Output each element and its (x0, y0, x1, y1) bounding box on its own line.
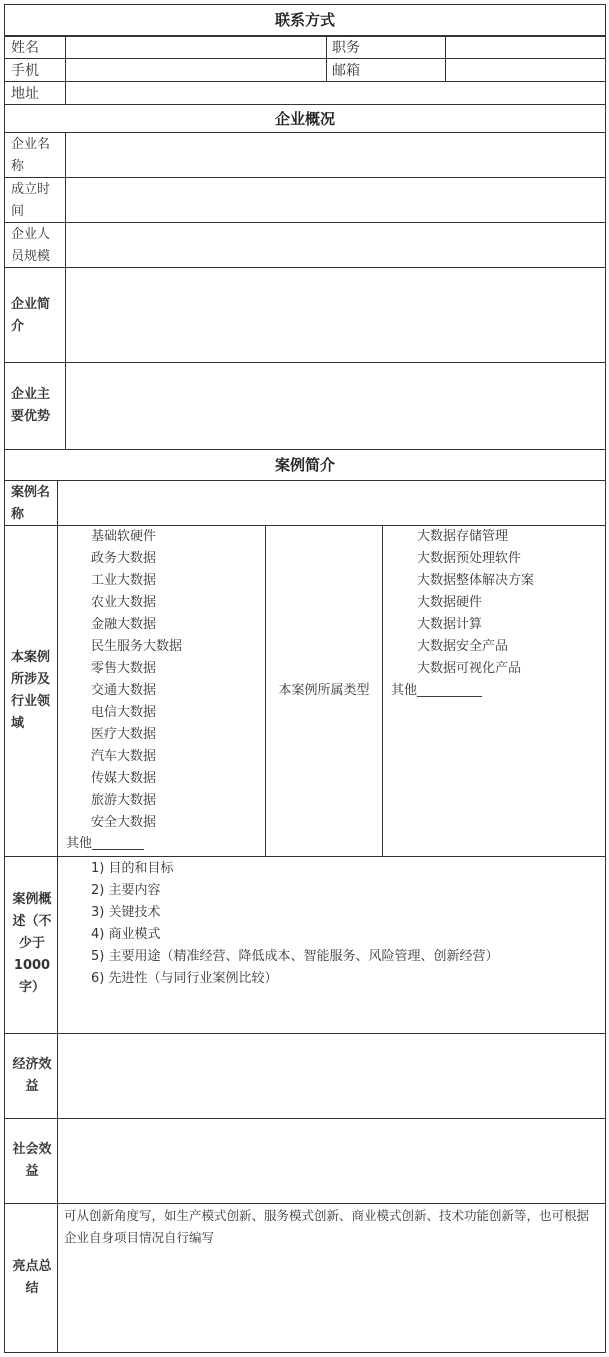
company-intro-field[interactable] (65, 267, 606, 363)
case-name-field[interactable] (57, 480, 606, 526)
overview-field[interactable] (57, 856, 606, 1034)
highlight-label: 亮点总结 (12, 1259, 52, 1296)
position-field[interactable] (445, 36, 606, 59)
company-name-field[interactable] (65, 132, 606, 178)
staff-size-field[interactable] (65, 222, 606, 268)
industry-label: 本案例所涉及行业领域 (11, 650, 51, 731)
industry-option[interactable]: 基础软硬件 (91, 529, 157, 544)
email-label-cell (326, 58, 446, 82)
overview-item: 6) 先进性（与同行业案例比较） (91, 971, 278, 986)
industry-label-cell (4, 525, 58, 857)
company-intro-label: 企业简介 (11, 297, 51, 334)
overview-item: 4) 商业模式 (91, 927, 161, 942)
economic-label: 经济效益 (12, 1057, 52, 1094)
phone-label-cell (4, 58, 66, 82)
industry-option[interactable]: 政务大数据 (91, 551, 157, 566)
type-option[interactable]: 大数据预处理软件 (417, 551, 522, 566)
founded-label-cell (4, 177, 66, 223)
address-field[interactable] (65, 81, 606, 105)
address-label-cell (4, 81, 66, 105)
industry-other[interactable]: 其他________ (66, 836, 145, 851)
overview-label-cell (4, 856, 58, 1034)
type-option[interactable]: 大数据硬件 (417, 595, 483, 610)
industry-option[interactable]: 工业大数据 (91, 573, 157, 588)
type-label-cell (265, 525, 383, 857)
industry-option[interactable]: 电信大数据 (91, 705, 157, 720)
phone-field[interactable] (65, 58, 327, 82)
social-field[interactable] (57, 1118, 606, 1204)
staff-size-label: 企业人员规模 (11, 227, 51, 264)
industry-option[interactable]: 传媒大数据 (91, 771, 157, 786)
name-label: 姓名 (11, 40, 39, 56)
industry-option[interactable]: 医疗大数据 (91, 727, 157, 742)
founded-field[interactable] (65, 177, 606, 223)
name-label-cell (4, 36, 66, 59)
industry-list-cell (57, 525, 266, 857)
contact-section-title: 联系方式 (274, 11, 335, 29)
type-label: 本案例所属类型 (278, 683, 370, 698)
industry-option[interactable]: 农业大数据 (91, 595, 157, 610)
highlight-label-cell (4, 1203, 58, 1353)
highlight-text-line-2: 企业自身项目情况自行编写 (64, 1230, 215, 1245)
type-option[interactable]: 大数据安全产品 (417, 639, 509, 654)
social-label-cell (4, 1118, 58, 1204)
address-label: 地址 (11, 86, 39, 102)
economic-field[interactable] (57, 1033, 606, 1119)
highlight-field[interactable] (57, 1203, 606, 1353)
case-section-title: 案例简介 (274, 456, 335, 474)
type-option[interactable]: 大数据计算 (417, 617, 483, 632)
overview-label: 案例概述（不少于1000字） (12, 892, 52, 995)
company-name-label-cell (4, 132, 66, 178)
overview-item: 1) 目的和目标 (91, 861, 174, 876)
industry-option[interactable]: 安全大数据 (91, 815, 157, 830)
overview-item: 2) 主要内容 (91, 883, 161, 898)
founded-label: 成立时间 (11, 182, 51, 219)
industry-option[interactable]: 民生服务大数据 (91, 639, 183, 654)
name-field[interactable] (65, 36, 327, 59)
company-advantage-label-cell (4, 362, 66, 450)
type-option[interactable]: 大数据整体解决方案 (417, 573, 535, 588)
case-name-label: 案例名称 (11, 485, 51, 522)
company-intro-label-cell (4, 267, 66, 363)
company-advantage-label: 企业主要优势 (11, 387, 51, 424)
industry-option[interactable]: 金融大数据 (91, 617, 157, 632)
email-label: 邮箱 (332, 63, 360, 79)
company-advantage-field[interactable] (65, 362, 606, 450)
company-section-header (4, 104, 606, 133)
type-option[interactable]: 大数据存储管理 (417, 529, 509, 544)
social-label: 社会效益 (12, 1142, 52, 1179)
industry-option[interactable]: 汽车大数据 (91, 749, 157, 764)
company-section-title: 企业概况 (274, 110, 335, 128)
staff-size-label-cell (4, 222, 66, 268)
type-other[interactable]: 其他__________ (391, 683, 483, 698)
email-field[interactable] (445, 58, 606, 82)
position-label-cell (326, 36, 446, 59)
economic-label-cell (4, 1033, 58, 1119)
overview-item: 3) 关键技术 (91, 905, 161, 920)
phone-label: 手机 (11, 63, 39, 79)
overview-item: 5) 主要用途（精准经营、降低成本、智能服务、风险管理、创新经营） (91, 949, 499, 964)
industry-option[interactable]: 旅游大数据 (91, 793, 157, 808)
company-name-label: 企业名称 (11, 137, 51, 174)
case-section-header (4, 449, 606, 481)
type-list-cell (382, 525, 606, 857)
industry-option[interactable]: 零售大数据 (91, 661, 157, 676)
contact-section-header (4, 4, 606, 36)
type-option[interactable]: 大数据可视化产品 (417, 661, 522, 676)
position-label: 职务 (332, 40, 360, 56)
registration-form-table (4, 4, 606, 1353)
case-name-label-cell (4, 480, 58, 526)
industry-option[interactable]: 交通大数据 (91, 683, 157, 698)
highlight-text-line-1: 可从创新角度写，如生产模式创新、服务模式创新、商业模式创新、技术功能创新等，也可根据 (64, 1208, 590, 1223)
